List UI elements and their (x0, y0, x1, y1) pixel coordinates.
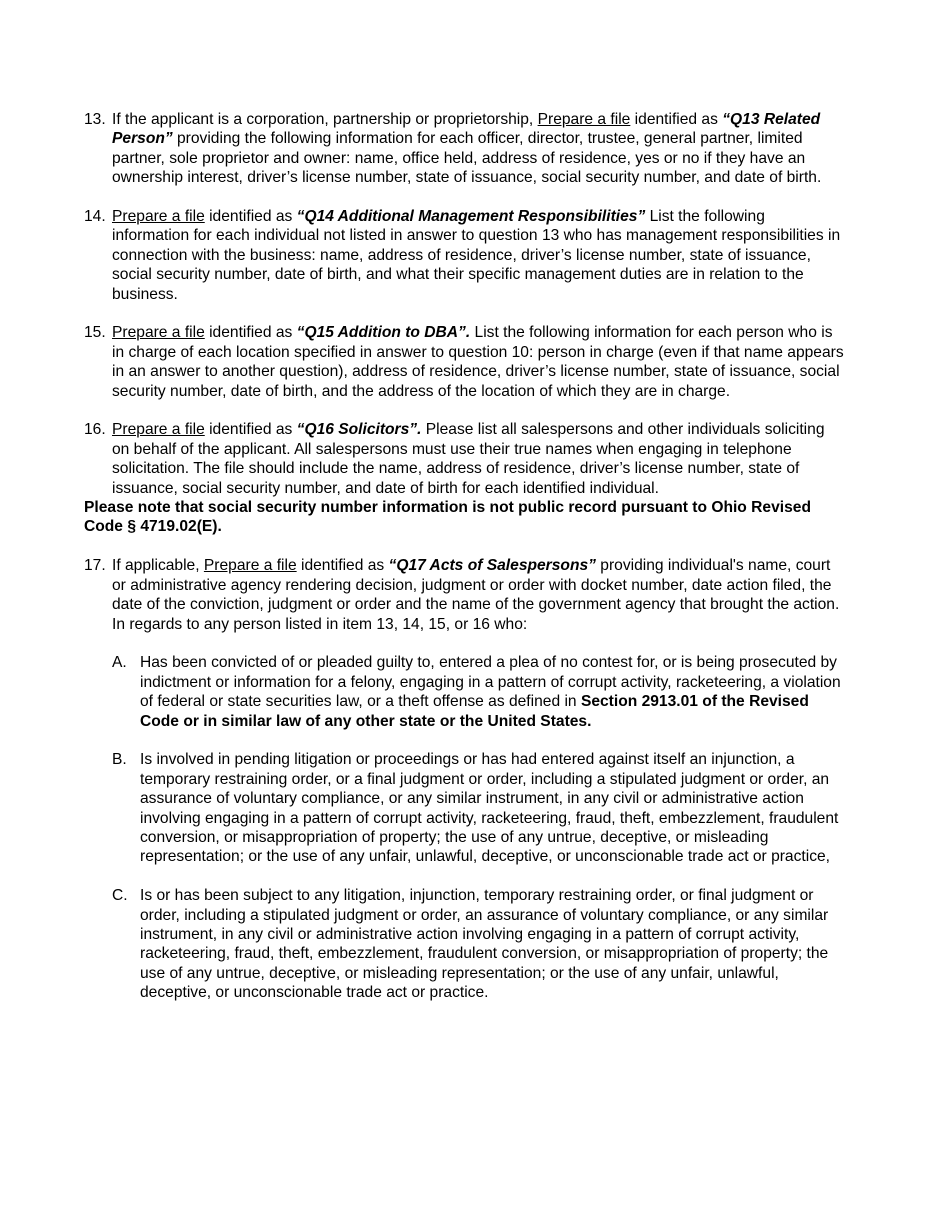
sub-item-letter: A. (112, 654, 127, 672)
list-item-q16: 16. Prepare a file identified as “Q16 Solicitors”. Please list all salespersons and other individuals soliciting on behalf of the applicant. All salespersons must use their true names when engaging in telephone solicitation. The file should include the name, address of residence, driver’s license number, state of issuance, social security number, and date of birth for each identified individual. (84, 421, 825, 497)
file-title: “Q15 Addition to DBA”. (296, 324, 471, 342)
prepare-file-link: Prepare a file (112, 421, 205, 439)
file-title: “Q13 Related Person” (112, 111, 821, 148)
prepare-file-link: Prepare a file (112, 324, 205, 342)
sub-item-text: Is involved in pending litigation or proceedings or has had entered against itself an injunction, a temporary restraining order, or a final judgment or order, including a stipulated judgment or order, an assurance of voluntary compliance, or any similar instrument, in any civil or administrative action involving engaging in a pattern of corrupt activity, racketeering, fraud, theft, embezzlement, fraudulent conversion, or misappropriation of property; the use of any untrue, deceptive, or misleading representation; or the use of any unfair, unlawful, deceptive, or unconscionable trade act or practice, (140, 751, 839, 866)
file-title: “Q16 Solicitors”. (296, 421, 422, 439)
sub-item-letter: C. (112, 887, 128, 905)
item-text: If applicable, (112, 557, 204, 575)
item-number: 13. (84, 111, 106, 128)
sub-item-letter: B. (112, 751, 127, 769)
item-text: If the applicant is a corporation, partnership or proprietorship, (112, 111, 538, 128)
sub-item-text: Has been convicted of or pleaded guilty to, entered a plea of no contest for, or is being prosecuted by indictment or information for a felony, engaging in a pattern of corrupt activity, racketeering, a violation of federal or state securities law, or a theft offense as defined in (140, 654, 841, 711)
prepare-file-link: Prepare a file (537, 111, 631, 128)
item-number: 14. (84, 208, 106, 226)
file-title: “Q17 Acts of Salespersons” (388, 557, 596, 575)
item-number: 17. (84, 557, 106, 575)
prepare-file-link: Prepare a file (203, 557, 297, 575)
prepare-file-link: Prepare a file (112, 208, 205, 226)
item-number: 15. (84, 324, 106, 342)
item-number: 16. (84, 421, 106, 439)
list-item-q14: 14. Prepare a file identified as “Q14 Additional Management Responsibilities” List the following information for each individual not listed in answer to question 13 who has management responsibilities in connection with the business: name, address of residence, driver’s license number, state of issuance, social security number, date of birth, and what their specific management duties are in relation to the business. (84, 208, 841, 303)
document-page (84, 110, 844, 1022)
sub-item-text: Is or has been subject to any litigation, injunction, temporary restraining order, or final judgment or order, including a stipulated judgment or order, an assurance of voluntary compliance, or any similar instrument, in any civil or administrative action involving engaging in a pattern of corrupt activity, racketeering, fraud, theft, embezzlement, fraudulent conversion, or misappropriation of property; the use of any untrue, deceptive, or misleading representation; or the use of any unfair, unlawful, deceptive, or unconscionable trade act or practice. (140, 887, 829, 1002)
sub-item-c (84, 886, 844, 1002)
statute-reference: Section 2913.01 of the Revised Code or in similar law of any other state or the United States. (140, 693, 809, 730)
list-item-q17: 17. If applicable, Prepare a file identified as “Q17 Acts of Salespersons” providing individual's name, court or administrative agency rendering decision, judgment or order with docket number, date action filed, the date of the conviction, judgment or order and the name of the government agency that brought the action. In regards to any person listed in item 13, 14, 15, or 16 who: (84, 557, 840, 633)
sub-item-b (84, 750, 844, 866)
sub-item-a (84, 653, 844, 731)
list-item-q13: 13. If the applicant is a corporation, partnership or proprietorship, Prepare a file identified as “Q13 Related Person” providing the following information for each officer, director, trustee, general partner, limited partner, sole proprietor and owner: name, office held, address of residence, yes or no if they have an ownership interest, driver’s license number, state of issuance, social security number, and date of birth. (84, 111, 822, 187)
list-item-q15: 15. Prepare a file identified as “Q15 Addition to DBA”. List the following information for each person who is in charge of each location specified in answer to question 10: person in charge (even if that name appears in an answer to another question), address of residence, driver’s license number, state of issuance, social security number, date of birth, and the address of the location of which they are in charge. (84, 324, 844, 400)
ssn-privacy-note: Please note that social security number information is not public record pursuant to Ohio Revised Code § 4719.02(E). (84, 499, 811, 536)
file-title: “Q14 Additional Management Responsibilities” (296, 208, 646, 226)
